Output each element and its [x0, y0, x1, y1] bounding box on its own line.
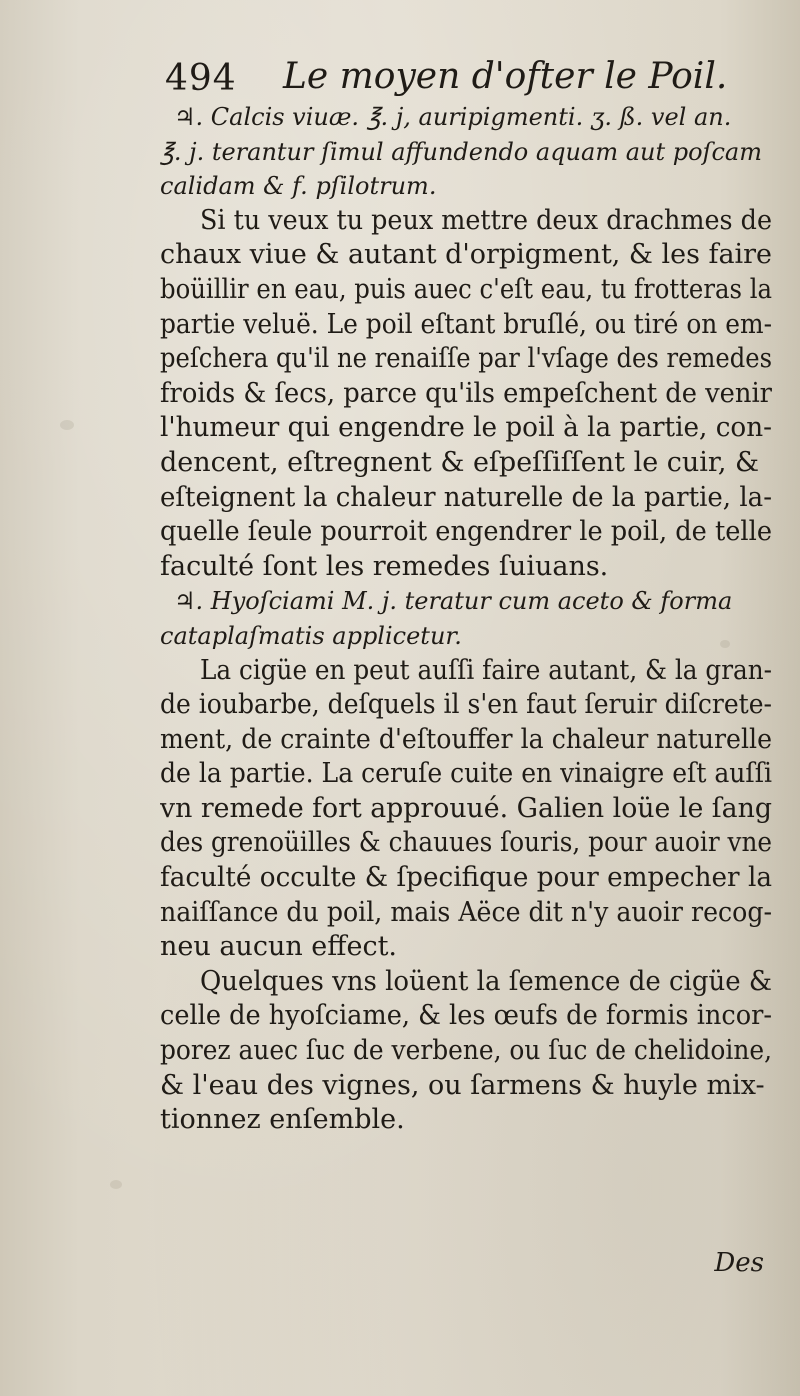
- text-line: naiſſance du poil, mais Aëce dit n'y auoir recog-: [160, 896, 772, 928]
- page-number: 494: [165, 58, 237, 99]
- text-line: dencent, eſtregnent & eſpeſſiſſent le cuir, &: [160, 446, 760, 478]
- text-line: La cigüe en peut auſſi faire autant, & la gran-: [200, 654, 772, 686]
- text-line: chaux viue & autant d'orpigment, & les faire: [160, 239, 772, 271]
- paper-stain: [110, 1180, 122, 1189]
- page-header: [165, 52, 765, 102]
- text-line: neu aucun effect.: [160, 931, 398, 963]
- text-body: [160, 100, 772, 1138]
- text-line: Quelques vns loüent la ſemence de cigüe &: [200, 965, 772, 997]
- text-line: eſteignent la chaleur naturelle de la partie, la-: [160, 481, 772, 513]
- recipe-line: cataplaſmatis applicetur.: [160, 621, 462, 650]
- text-line: partie veluë. Le poil eſtant bruſlé, ou tiré on em-: [160, 308, 772, 340]
- text-line: quelle ſeule pourroit engendrer le poil, de telle: [160, 516, 772, 548]
- paper-stain: [60, 420, 74, 430]
- recipe-line: ♃. Calcis viuæ. ℥. j, auripigmenti. ʒ. ß. vel an.: [174, 103, 732, 131]
- text-line: boüillir en eau, puis auec c'eſt eau, tu frotteras la: [160, 273, 772, 305]
- text-line: faculté ſont les remedes ſuiuans.: [160, 550, 609, 582]
- text-line: & l'eau des vignes, ou ſarmens & huyle mix-: [160, 1069, 765, 1101]
- text-line: peſchera qu'il ne renaiſſe par l'vſage des remedes: [160, 343, 772, 375]
- text-line: de ioubarbe, deſquels il s'en faut ſeruir diſcrete-: [160, 689, 772, 721]
- recipe-line: ℥. j. terantur ſimul affundendo aquam aut poſcam: [160, 137, 762, 166]
- text-line: porez auec ſuc de verbene, ou ſuc de chelidoine,: [160, 1035, 772, 1067]
- text-line: celle de hyoſciame, & les œufs de formis incor-: [160, 1000, 772, 1032]
- running-title: Le moyen d'ofter le Poil.: [283, 56, 728, 97]
- recipe-line: calidam & f. pſilotrum.: [160, 172, 437, 201]
- text-line: des grenoüilles & chauues ſouris, pour auoir vne: [160, 827, 772, 859]
- recipe-line: ♃. Hyoſciami M. j. teratur cum aceto & forma: [174, 587, 733, 616]
- text-line: tionnez enſemble.: [160, 1104, 405, 1136]
- text-line: vn remede fort approuué. Galien loüe le ſang: [160, 792, 772, 824]
- text-line: froids & ſecs, parce qu'ils empeſchent de venir: [160, 377, 772, 409]
- catchword: Des: [714, 1248, 764, 1278]
- text-line: de la partie. La ceruſe cuite en vinaigre eſt auſſi: [160, 758, 772, 790]
- text-line: ment, de crainte d'eſtouffer la chaleur naturelle: [160, 723, 772, 755]
- text-line: Si tu veux tu peux mettre deux drachmes de: [200, 204, 772, 236]
- text-line: l'humeur qui engendre le poil à la partie, con-: [160, 412, 772, 444]
- text-line: faculté occulte & ſpecifique pour empecher la: [160, 862, 772, 894]
